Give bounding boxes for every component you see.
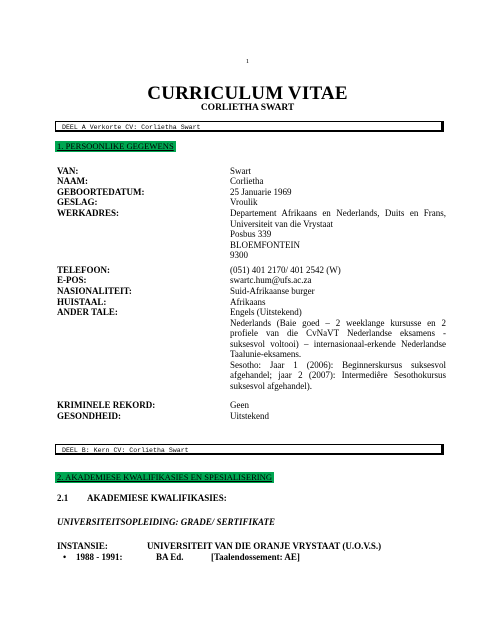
personal-label: GEBOORTEDATUM: [57, 187, 145, 197]
personal-value-line: 9300 [230, 250, 248, 260]
personal-label: NASIONALITEIT: [57, 286, 132, 296]
section-2-heading-text: 2. AKADEMIESE KWALIFIKASIES EN SPESIALISERING [57, 472, 273, 482]
personal-value-line: Engels (Uitstekend) [230, 307, 302, 317]
document-title: CURRICULUM VITAE [147, 83, 348, 104]
personal-value [230, 197, 446, 208]
personal-value-line: Departement Afrikaans en Nederlands, Duits en Frans, Universiteit van die Vrystaat [230, 208, 446, 229]
personal-value-line: Uitstekend [230, 411, 269, 421]
personal-label: VAN: [57, 166, 79, 176]
personal-value [230, 286, 446, 297]
personal-value-line: Nederlands (Baie goed – 2 weeklange kursusse en 2 profiele van die CvNaVT Nederlandse eksamens - suksesvol voltooi) – internasionaal-erkende Nederlandse Taalunie-eksamens. [230, 317, 446, 359]
personal-value [230, 265, 446, 276]
personal-value [230, 400, 446, 411]
section-2-heading [55, 472, 274, 483]
personal-label: WERKADRES: [57, 208, 120, 218]
page-number: 1 [245, 58, 250, 65]
document-subtitle: CORLIETHA SWART [200, 103, 295, 113]
section-1-heading-text: 1. PERSOONLIKE GEGEWENS [57, 141, 174, 151]
institution-label: INSTANSIE: [57, 541, 108, 551]
personal-value [230, 208, 446, 261]
degree-name: BA Ed. [156, 552, 184, 562]
personal-label: ANDER TALE: [57, 307, 118, 317]
personal-value [230, 187, 446, 198]
university-training-heading: UNIVERSITEITSOPLEIDING: GRADE/ SERTIFIKATE [57, 517, 276, 527]
degree-years: 1988 - 1991: [76, 552, 123, 562]
personal-value-line: Afrikaans [230, 297, 266, 307]
personal-label: GESONDHEID: [57, 411, 122, 421]
personal-value-line: BLOEMFONTEIN [230, 239, 300, 250]
personal-value-line: Corlietha [230, 176, 264, 186]
personal-value-line: swartc.hum@ufs.ac.za [230, 275, 312, 285]
bullet-icon: • [63, 552, 67, 562]
personal-value-line: Suid-Afrikaanse burger [230, 286, 315, 296]
personal-value [230, 176, 446, 187]
personal-label: GESLAG: [57, 197, 98, 207]
personal-label: NAAM: [57, 176, 88, 186]
personal-value-line: 25 Januarie 1969 [230, 187, 292, 197]
part-a-box: DEEL A Verkorte CV: Corlietha Swart [55, 121, 444, 132]
personal-value [230, 166, 446, 177]
personal-label: HUISTAAL: [57, 297, 107, 307]
personal-value-line: Swart [230, 166, 251, 176]
degree-item [63, 552, 300, 562]
institution-value: UNIVERSITEIT VAN DIE ORANJE VRYSTAAT (U.O.V.S.) [147, 541, 382, 551]
personal-value-line: Posbus 339 [230, 229, 272, 239]
personal-value-line: Vroulik [230, 197, 258, 207]
degree-detail: [Taalendossement: AE] [211, 552, 300, 562]
subsection-number: 2.1 [57, 493, 69, 503]
section-1-heading [55, 141, 176, 152]
personal-value [230, 297, 446, 308]
part-b-box: DEEL B: Kern CV: Corlietha Swart [55, 444, 444, 455]
personal-value-line: (051) 401 2170/ 401 2542 (W) [230, 265, 341, 275]
subsection-2-1 [57, 493, 227, 503]
personal-value [230, 275, 446, 286]
personal-value-line: Geen [230, 400, 249, 410]
personal-value [230, 307, 446, 391]
personal-value [230, 411, 446, 422]
personal-label: KRIMINELE REKORD: [57, 400, 156, 410]
personal-label: TELEFOON: [57, 265, 111, 275]
subsection-title: AKADEMIESE KWALIFIKASIES: [87, 493, 227, 503]
personal-value-line: Sesotho: Jaar 1 (2006): Beginnerskursus suksesvol afgehandel; jaar 2 (2007): Intermediêre Sesothokursus suksesvol afgehandel). [230, 359, 446, 391]
personal-label: E-POS: [57, 275, 87, 285]
